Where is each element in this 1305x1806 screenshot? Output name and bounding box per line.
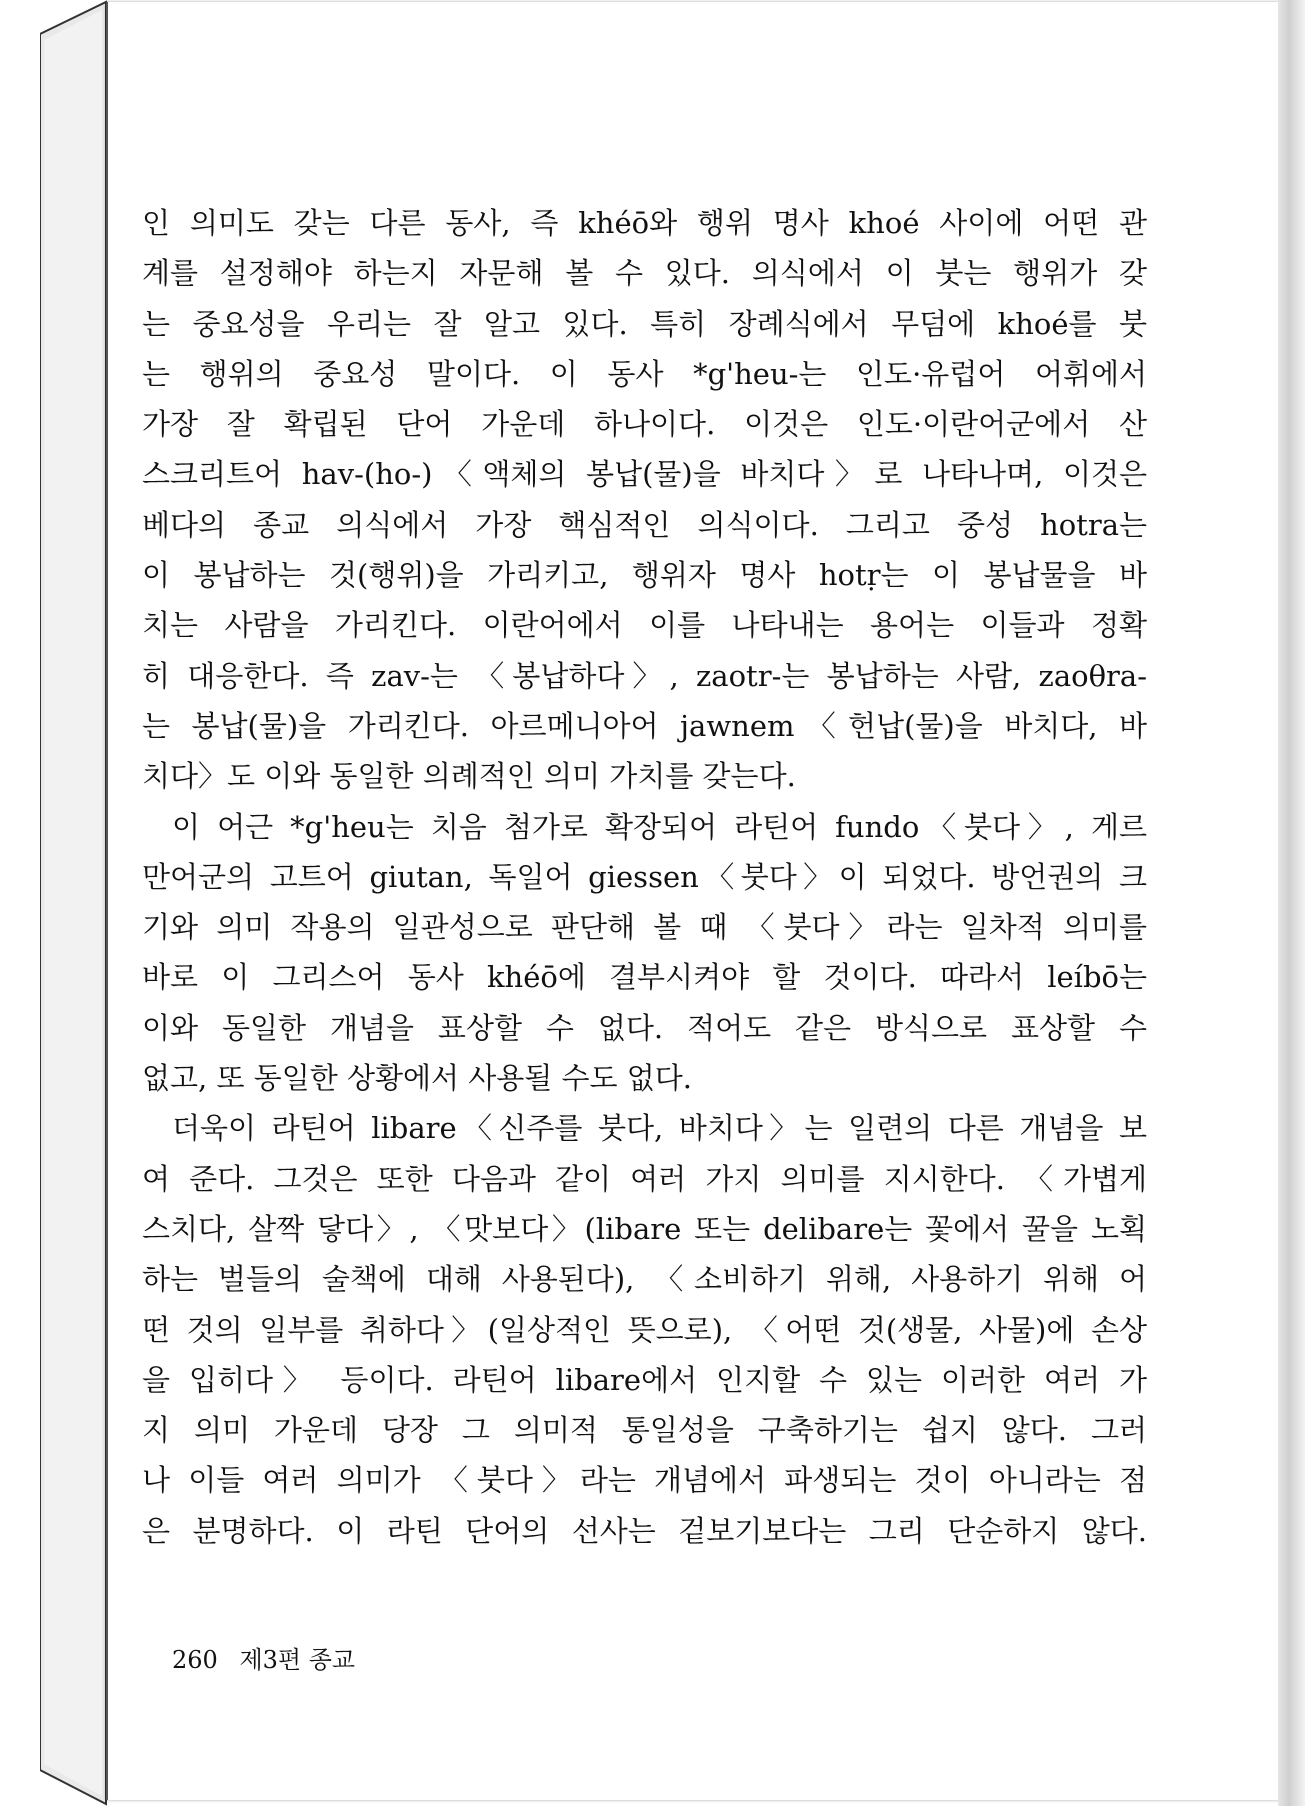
page-footer	[172, 1640, 355, 1675]
text-line: 만어군의 고트어 giutan, 독일어 giessen〈붓다〉이 되었다. 방언권의 크	[142, 859, 1147, 894]
text-line: 지 의미 가운데 당장 그 의미적 통일성을 구축하기는 쉽지 않다. 그러	[142, 1413, 1147, 1448]
text-line: 계를 설정해야 하는지 자문해 볼 수 있다. 의식에서 이 붓는 행위가 갖	[142, 256, 1147, 291]
text-line: 는 행위의 중요성 말이다. 이 동사 *g'heu-는 인도·유럽어 어휘에서	[142, 356, 1147, 391]
section-title: 제3편 종교	[239, 1646, 356, 1674]
text-line: 더욱이 라틴어 libare〈신주를 붓다, 바치다〉는 일련의 다른 개념을 보	[172, 1111, 1147, 1146]
text-line: 가장 잘 확립된 단어 가운데 하나이다. 이것은 인도·이란어군에서 산	[142, 407, 1147, 442]
text-line: 이 봉납하는 것(행위)을 가리키고, 행위자 명사 hotṛ는 이 봉납물을 바	[142, 558, 1147, 593]
body-text	[142, 198, 1147, 1556]
text-line: 이 어근 *g'heu는 치음 첨가로 확장되어 라틴어 fundo〈붓다〉, 게르	[172, 809, 1147, 844]
page-right-edge	[1278, 0, 1305, 1806]
text-line: 는 중요성을 우리는 잘 알고 있다. 특히 장례식에서 무덤에 khoé를 붓	[142, 306, 1147, 341]
text-line: 히 대응한다. 즉 zav-는 〈봉납하다〉, zaotr-는 봉납하는 사람, zaoθra-	[142, 658, 1147, 693]
text-line: 하는 벌들의 술책에 대해 사용된다), 〈소비하기 위해, 사용하기 위해 어	[142, 1262, 1147, 1297]
text-line: 없고, 또 동일한 상황에서 사용될 수도 없다.	[142, 1061, 692, 1096]
text-line: 기와 의미 작용의 일관성으로 판단해 볼 때 〈붓다〉라는 일차적 의미를	[142, 910, 1147, 945]
text-line: 은 분명하다. 이 라틴 단어의 선사는 겉보기보다는 그리 단순하지 않다.	[142, 1513, 1147, 1548]
text-line: 스크리트어 hav-(ho-)〈액체의 봉납(물)을 바치다〉로 나타나며, 이것은	[142, 457, 1147, 492]
text-line: 을 입히다〉 등이다. 라틴어 libare에서 인지할 수 있는 이러한 여러 가	[142, 1362, 1147, 1397]
text-line: 인 의미도 갖는 다른 동사, 즉 khéō와 행위 명사 khoé 사이에 어떤 관	[142, 206, 1147, 240]
book-spine	[40, 0, 108, 1806]
text-line: 여 준다. 그것은 또한 다음과 같이 여러 가지 의미를 지시한다. 〈가볍게	[142, 1161, 1147, 1196]
text-line: 스치다, 살짝 닿다〉, 〈맛보다〉(libare 또는 delibare는 꽃에서 꿀을 노획	[142, 1211, 1147, 1246]
text-line: 베다의 종교 의식에서 가장 핵심적인 의식이다. 그리고 중성 hotra는	[142, 507, 1147, 542]
text-line: 바로 이 그리스어 동사 khéō에 결부시켜야 할 것이다. 따라서 leíbō는	[142, 960, 1147, 995]
text-line: 나 이들 여러 의미가 〈붓다〉라는 개념에서 파생되는 것이 아니라는 점	[142, 1463, 1147, 1498]
page-number: 260	[172, 1646, 218, 1674]
text-line: 치는 사람을 가리킨다. 이란어에서 이를 나타내는 용어는 이들과 정확	[142, 608, 1147, 643]
text-line: 는 봉납(물)을 가리킨다. 아르메니아어 jawnem〈헌납(물)을 바치다, 바	[142, 708, 1147, 743]
text-line: 떤 것의 일부를 취하다〉(일상적인 뜻으로), 〈어떤 것(생물, 사물)에 손상	[142, 1312, 1147, 1347]
text-line: 치다〉도 이와 동일한 의례적인 의미 가치를 갖는다.	[142, 759, 796, 794]
text-line: 이와 동일한 개념을 표상할 수 없다. 적어도 같은 방식으로 표상할 수	[142, 1010, 1147, 1045]
